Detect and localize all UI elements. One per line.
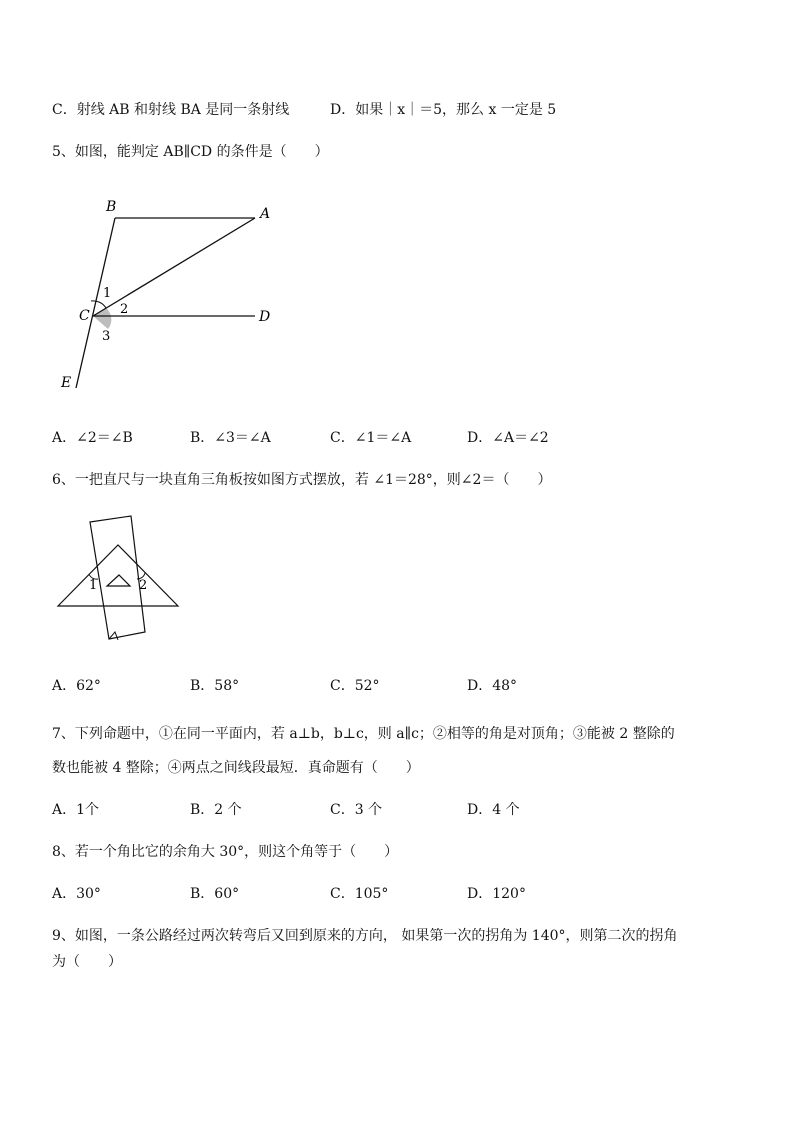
q6-figure: [55, 510, 185, 645]
q5-option-b: B．∠3＝∠A: [190, 430, 271, 446]
q8-option-b: B．60°: [190, 886, 240, 902]
q5-label-2: 2: [120, 302, 129, 317]
q7-stem-line2: 数也能被 4 整除；④两点之间线段最短．真命题有（ ）: [52, 760, 420, 776]
q9-stem-line2: 为（ ）: [52, 954, 122, 970]
q8-option-d: D．120°: [467, 886, 526, 902]
q5-label-b: B: [106, 199, 117, 215]
q5-label-c: C: [79, 308, 90, 324]
q5-label-1: 1: [103, 286, 112, 301]
q8-option-a: A．30°: [52, 886, 101, 902]
q7-option-c: C．3 个: [330, 802, 383, 818]
q5-line-ca: [93, 218, 255, 316]
q5-option-c: C．∠1＝∠A: [330, 430, 412, 446]
q6-option-d: D．48°: [467, 678, 518, 694]
q6-option-a: A．62°: [52, 678, 101, 694]
q6-label-1: 1: [89, 578, 98, 593]
q7-stem-line1: 7、下列命题中，①在同一平面内，若 a⊥b，b⊥c，则 a∥c；②相等的角是对顶角；③能被 2 整除的: [52, 726, 675, 742]
q6-option-b: B．58°: [190, 678, 240, 694]
q8-stem: 8、若一个角比它的余角大 30°，则这个角等于（ ）: [52, 844, 399, 860]
q6-option-c: C．52°: [330, 678, 380, 694]
q5-option-a: A．∠2＝∠B: [52, 430, 133, 446]
q7-option-d: D．4 个: [467, 802, 520, 818]
q5-line-be: [76, 218, 115, 388]
q7-option-a: A．1个: [52, 802, 100, 818]
q7-option-b: B．2 个: [190, 802, 242, 818]
q6-ruler: [90, 516, 148, 639]
q5-option-d: D．∠A＝∠2: [467, 430, 549, 446]
q4-option-d: D．如果｜x｜＝5，那么 x 一定是 5: [330, 102, 557, 118]
q6-label-2: 2: [139, 578, 148, 593]
q5-label-d: D: [259, 309, 271, 325]
q6-inner-triangle: [107, 575, 130, 586]
q5-figure: [55, 195, 285, 395]
q8-option-c: C．105°: [330, 886, 389, 902]
q6-stem: 6、一把直尺与一块直角三角板按如图方式摆放，若 ∠1＝28°，则∠2＝（ ）: [52, 472, 552, 488]
q5-arc-1: [91, 301, 106, 308]
q5-label-a: A: [260, 206, 271, 222]
q4-option-c: C．射线 AB 和射线 BA 是同一条射线: [52, 102, 290, 118]
q5-stem: 5、如图，能判定 AB∥CD 的条件是（ ）: [52, 144, 329, 160]
q5-label-e: E: [61, 375, 72, 391]
q9-stem-line1: 9、如图，一条公路经过两次转弯后又回到原来的方向， 如果第一次的拐角为 140°，则第二次的拐角: [52, 928, 678, 944]
q5-label-3: 3: [102, 329, 111, 344]
